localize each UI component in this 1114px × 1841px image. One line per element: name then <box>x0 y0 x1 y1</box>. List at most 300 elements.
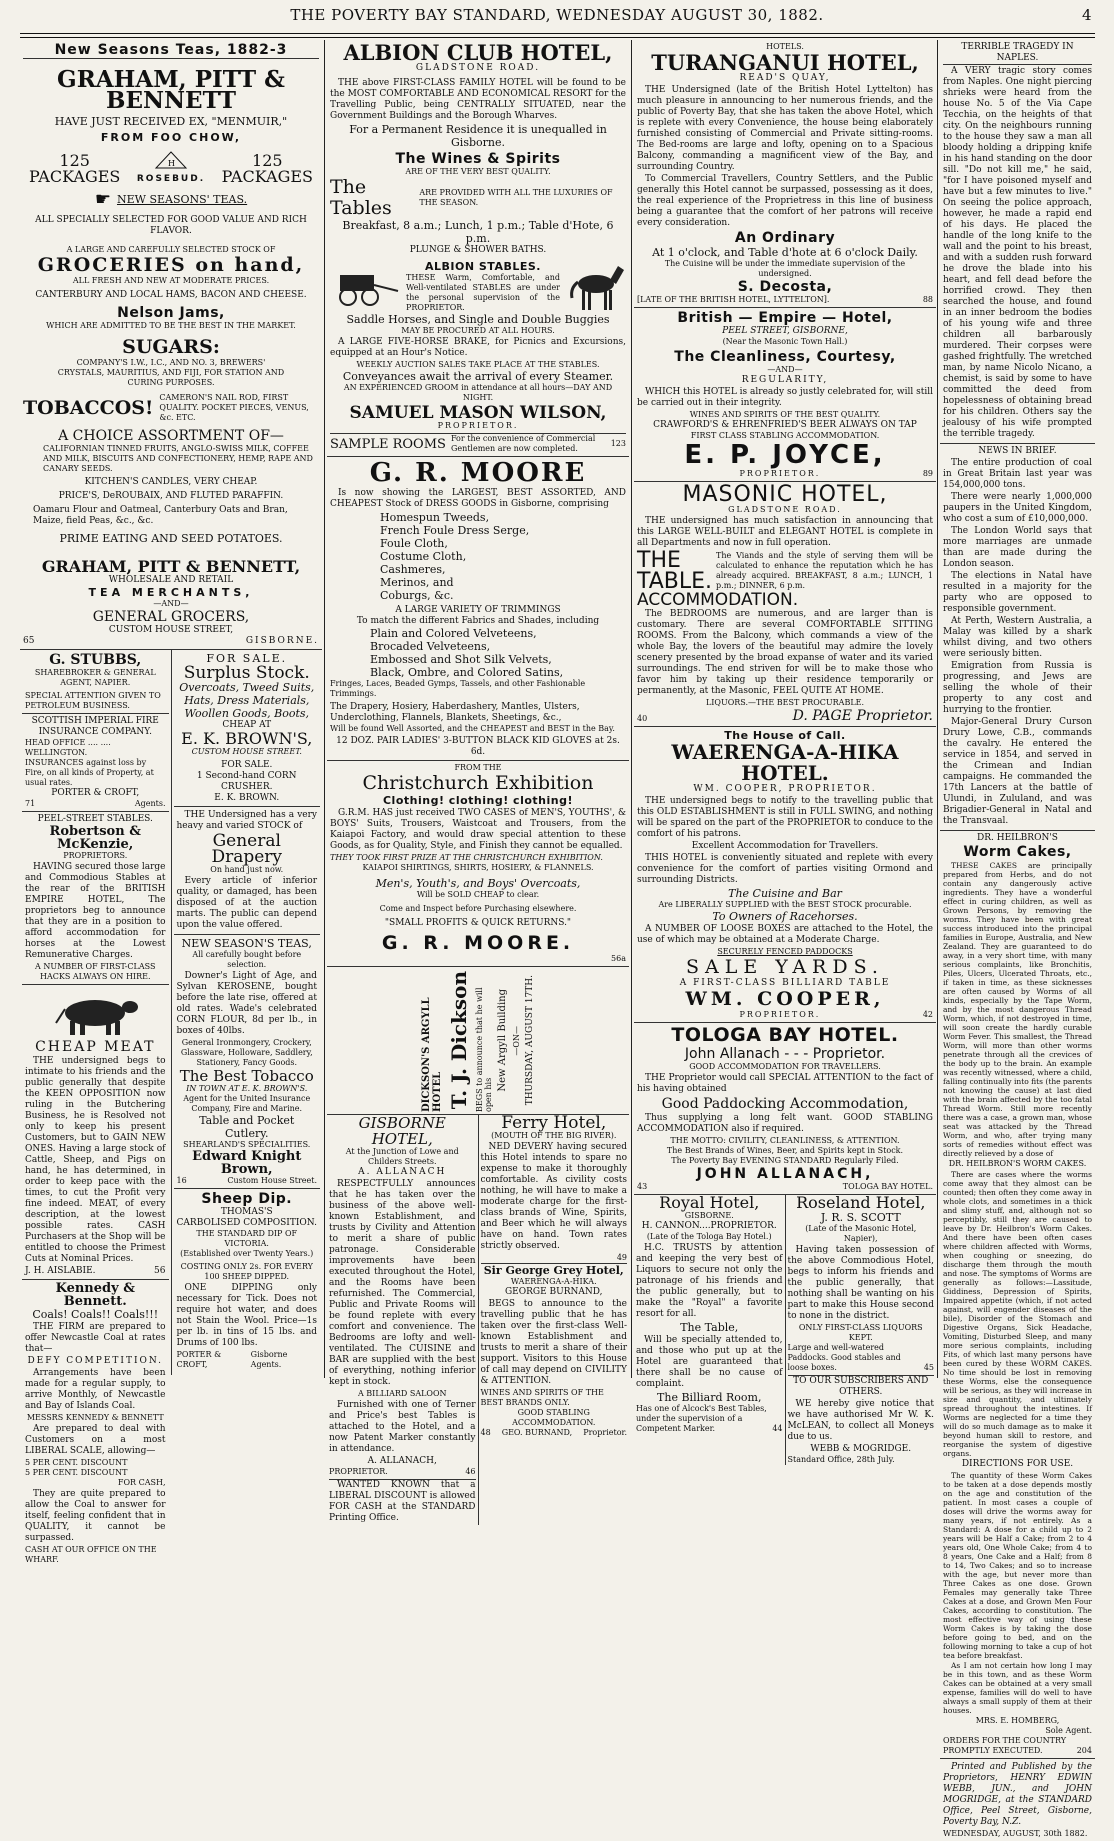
ad-number: 65 <box>23 636 35 646</box>
wharf-line: CASH AT OUR OFFICE ON THE WHARF. <box>25 1545 157 1564</box>
billiard-room: The Billiard Room, <box>657 1391 762 1404</box>
worm-text: THESE CAKES are principally prepared from Herbs, and do not contain any dangerously active ingredients. They have a wonderful effect in curing children, as well as Grown Persons, by removing the worms. They have been with great success introduced into the principal families in Europe, Australia, and New Zealand. They are guaranteed to do away, in a very short time, with many serious complaints, like Bronchitis, Piles, Ulcers, Ulcerated Throats, etc., if taken in time, as these sicknesses are often caused by Worms of all kinds, especially by the Tape Worm, and by the most dangerous Thread Worm, which, if not destroyed in time, will soon create the hardly curable Worm Fever. This smallest, the Thread Worm, will more than other worms penetrate through all the crevices of the body up to the brain. An example was recently witnessed, where a child, falling continually into fits (the parents not knowing the cause) at last died with the brain affected by the too fatal Thread Worm. Still more recently there was a case, a grown man, whose seat was attacked by the Thread Worm, and who, after trying many sorts of remedies without effect was directly relieved by a dose of <box>943 861 1092 1158</box>
argyll-building: New Argyll Building <box>497 989 508 1092</box>
hc-text: H.C. TRUSTS by attention and keeping the very best of Liquors to secure not only the patronage of his friends and the public generally, but to make the "Royal" a favorite resort for all. <box>636 1243 783 1319</box>
crawford-line: CRAWFORD'S & EHRENFRIED'S BEER ALWAYS ON TAP <box>653 420 917 430</box>
argyll-on: —ON— <box>512 1025 521 1056</box>
fresh-line: ALL FRESH AND NEW AT MODERATE PRICES. <box>72 276 270 285</box>
news-item: The elections in Natal have resulted in a majority for the party who are opposed to responsible government. <box>943 571 1092 614</box>
goods-item: Homespun Tweeds, <box>380 511 490 524</box>
defy-line: DEFY COMPETITION. <box>27 1356 164 1366</box>
hotels-label: HOTELS. <box>766 42 804 51</box>
royal-gisborne: GISBORNE. <box>684 1211 734 1220</box>
ferry-sub: (MOUTH OF THE BIG RIVER). <box>491 1131 617 1140</box>
flour-line: Oamaru Flour and Oatmeal, Canterbury Oats and Bran, Maize, field Peas, &c., &c. <box>33 505 288 526</box>
table-row <box>637 550 933 592</box>
established: (Established over Twenty Years.) <box>180 1249 314 1258</box>
wh-text: THE undersigned begs to notify to the travelling public that this OLD ESTABLISHMENT is still in FULL SWING, and nothing will be spared on the part of the PROPRIETOR to conduce to the comfort of his patrons. <box>637 796 933 839</box>
agents-label: Agents. <box>134 799 166 808</box>
worm-cakes-label: DR. HEILBRON'S WORM CAKES. <box>948 1159 1087 1168</box>
robertson: Robertson & McKenzie, <box>49 824 141 852</box>
drapery-text: Every article of inferior quality, or damaged, has been disposed of at the auction marts. The public can depend upon the value offered. <box>176 876 317 930</box>
cannon-late: (Late of the Tologa Bay Hotel.) <box>646 1232 772 1241</box>
scottish-ad <box>22 714 169 812</box>
drapery-intro: THE Undersigned has a very heavy and varied STOCK of <box>176 810 317 831</box>
british-empire-ad <box>634 308 936 482</box>
country-orders: ORDERS FOR THE COUNTRY PROMPTLY EXECUTED. <box>943 1736 1067 1755</box>
clothing-line: Clothing! clothing! clothing! <box>382 794 573 807</box>
paddocking: Good Paddocking Accommodation, <box>661 1096 909 1112</box>
wh-text-2: THIS HOTEL is conveniently situated and replete with every convenience for the comfort of parties visiting Ormond and surrounding Districts. <box>637 853 933 885</box>
custom-house-street: CUSTOM HOUSE STREET. <box>191 747 302 756</box>
standard-filed: The Poverty Bay EVENING STANDARD Regularly Filed. <box>671 1156 899 1165</box>
quality-line: They are quite prepared to allow the Coal to answer for itself, feeling confident that in QUALITY, it cannot be surpassed. <box>25 1489 166 1543</box>
grey-waerenga: WAERENGA-A-HIKA. <box>510 1277 597 1286</box>
webb-mogridge: WEBB & MOGRIDGE. <box>810 1444 912 1454</box>
argyll-begs: BEGS to announce that he will open his <box>475 987 493 1112</box>
plunge-line: PLUNGE & SHOWER BATHS. <box>409 245 547 255</box>
paddocks-line: SECURELY FENCED PADDOCKS <box>717 947 853 956</box>
ad-number: 56 <box>154 1266 166 1276</box>
wines-sub: ARE OF THE VERY BEST QUALITY. <box>405 167 551 176</box>
news-item: The London World says that more marriages are unmade than are made during the London season. <box>943 526 1092 569</box>
goods-item: Foule Cloth, <box>380 537 448 550</box>
stubbs-name: G. STUBBS, <box>49 652 142 668</box>
imprint <box>940 1759 1095 1841</box>
the-table: THE TABLE. <box>637 548 713 594</box>
stables-text: HAVING secured those large and Commodious Stables at the rear of the BRITISH EMPIRE HOTEL, The proprietors beg to announce that they are in a position to afford accommodation for horses at the Lowest Remunerative Charges. <box>25 862 166 960</box>
general-ironmongery: General Ironmongery, Crockery, Glassware, Holloware, Saddlery, Stationery, Fancy Goods. <box>180 1038 313 1067</box>
regularity: REGULARITY, <box>741 375 829 385</box>
moore-title: G. R. MOORE <box>369 458 587 488</box>
tur-text: THE Undersigned (late of the British Hotel Lyttelton) has much pleasure in announcing to her numerous friends, and the public of Poverty Bay, that she has taken the above Hotel, which is replete with every Convenience, the house being elaborately furnished consisting of Commercial and Private sitting-rooms. The Bed-rooms are large and lofty, opening on to a Spacious Balcony, commanding a magnificent view of the Bay, and surrounding Country. <box>637 85 933 172</box>
tragedy-article <box>940 40 1095 444</box>
deal-line: Are prepared to deal with Customers on a most LIBERAL SCALE, allowing— <box>25 1424 166 1456</box>
burnand-2: GEO. BURNAND, <box>501 1428 573 1437</box>
tobaccos-sub: CAMERON'S NAIL ROD, FIRST QUALITY. POCKET PIECES, VENUS, &c. ETC. <box>159 393 309 422</box>
ad-number: 16 <box>176 1176 187 1185</box>
firm-name: GRAHAM, PITT & BENNETT <box>57 66 285 114</box>
gisborne-hotel-ad <box>327 1115 478 1525</box>
cuisine-line: The Cuisine will be under the immediate supervision of the undersigned. <box>664 259 906 278</box>
paddocks-2: Large and well-watered Paddocks. Good stables and loose boxes. <box>787 1343 901 1372</box>
custom-house: CUSTOM HOUSE STREET, <box>108 625 234 635</box>
peel-title: PEEL-STREET STABLES. <box>37 814 153 824</box>
page-number: 4 <box>1081 6 1092 24</box>
stubbs-ad <box>22 650 169 714</box>
argyll-dickson: T. J. Dickson <box>447 971 471 1110</box>
proprietors-label: PROPRIETORS. <box>63 851 128 860</box>
ek-brown: E. K. BROWN. <box>214 793 280 803</box>
tables-row <box>330 177 626 219</box>
page-proprietor: D. PAGE Proprietor. <box>792 708 933 724</box>
cannon: H. CANNON....PROPRIETOR. <box>641 1221 777 1231</box>
grey-wines: WINES AND SPIRITS OF THE BEST BRANDS ONLY. <box>480 1388 604 1407</box>
stock-intro: A LARGE AND CAREFULLY SELECTED STOCK OF <box>66 245 276 254</box>
ad-number: 204 <box>1076 1746 1092 1755</box>
grey-proprietor: Proprietor. <box>583 1428 627 1437</box>
jams-sub: WHICH ARE ADMITTED TO BE THE BEST IN THE MARKET. <box>46 321 296 330</box>
office-date: Standard Office, 28th July. <box>787 1455 895 1464</box>
cheap-at: CHEAP AT <box>222 720 272 730</box>
gladstone-road: GLADSTONE ROAD. <box>415 63 541 73</box>
head-office: HEAD OFFICE .... .... WELLINGTON. <box>25 738 111 757</box>
firm-name-2: GRAHAM, PITT & BENNETT, <box>41 557 301 576</box>
argyll-date: THURSDAY, AUGUST 17TH. <box>525 975 535 1106</box>
sugars-sub: COMPANY'S I.W., I.C., AND NO. 3, BREWERS' CRYSTALS, MAURITIUS, AND FIJI, FOR STATION AND CURING PURPOSES. <box>57 358 285 387</box>
house-of-call: The House of Call. <box>724 729 846 742</box>
tables-title: The Tables <box>330 176 392 219</box>
porter-croft: PORTER & CROFT, <box>51 788 140 798</box>
col2-lower <box>327 1115 629 1525</box>
saddle-line: Saddle Horses, and Single and Double Buggies <box>346 313 610 326</box>
moore-text: Is now showing the LARGEST, BEST ASSORTED, AND CHEAPEST Stock of DRESS GOODS in Gisborne, comprising <box>330 488 626 509</box>
edward-brown: Edward Knight Brown, <box>192 1149 302 1177</box>
excellent-line: Excellent Accommodation for Travellers. <box>691 841 879 851</box>
drapery-line: The Drapery, Hosiery, Haberdashery, Mantles, Ulsters, Underclothing, Flannels, Blankets, Sheetings, &c., <box>330 702 580 723</box>
last-line: As I am not certain how long I may be in this town, and as these Worm Cakes can be obtained at a very small expense, families will do well to have always a small supply of them at their houses. <box>943 1661 1092 1715</box>
allanach: A. ALLANACH <box>358 1167 447 1177</box>
agent-united: Agent for the United Insurance Company, Fire and Marine. <box>183 1094 311 1113</box>
cooper-name: WM. COOPER, <box>685 988 885 1010</box>
brand-name: ROSEBUD. <box>136 174 206 184</box>
gloves-line: 12 DOZ. PAIR LADIES' 3-BUTTON BLACK KID GLOVES at 2s. 6d. <box>336 736 620 757</box>
grey-stabling: GOOD STABLING ACCOMMODATION. <box>512 1408 596 1427</box>
roseland-hotel: Roseland Hotel, <box>796 1193 926 1212</box>
carbolised: CARBOLISED COMPOSITION. <box>176 1218 317 1228</box>
cleanliness: The Cleanliness, Courtesy, <box>674 349 896 365</box>
cooper-line: WM. COOPER, PROPRIETOR. <box>693 784 877 794</box>
waerenga-ad <box>634 727 936 1023</box>
be-text: WHICH this HOTEL is already so justly celebrated for, will still be carried out in their integrity. <box>637 387 933 408</box>
thomas: THOMAS'S <box>220 1207 273 1217</box>
grey-text: BEGS to announce to the travelling public that he has taken over the first-class Well-known Establishment and trusts to merit a share of their support. Visitors to this House of call may depend on CIVILITY & ATTENTION. <box>480 1299 627 1386</box>
news-item: There were nearly 1,000,000 paupers in the United Kingdom, who cost a sum of £10,000,000. <box>943 492 1092 524</box>
corn-crusher: 1 Second-hand CORN CRUSHER. <box>196 771 297 792</box>
racehorses: To Owners of Racehorses. <box>712 910 858 923</box>
wines-title: The Wines & Spirits <box>395 151 561 167</box>
overcoats: Men's, Youth's, and Boys' Overcoats, <box>375 877 581 890</box>
gisborne-row <box>23 636 319 647</box>
fringes-line: Fringes, Laces, Beaded Gymps, Tassels, and other Fashionable Trimmings. <box>330 679 586 698</box>
best-tobacco: The Best Tobacco <box>179 1067 314 1085</box>
royal-hotel: Royal Hotel, <box>659 1193 760 1212</box>
brands: The Best Brands of Wines, Beer, and Spirits kept in Stock. <box>666 1146 904 1155</box>
trimmings-line: A LARGE VARIETY OF TRIMMINGS <box>395 605 561 615</box>
news-item: The entire production of coal in Great Britain last year was 154,000,000 tons. <box>943 458 1092 490</box>
assorted-line: Will be found Well Assorted, and the CHEAPEST and BEST in the Bay. <box>330 724 615 733</box>
stables-text: THESE Warm, Comfortable, and Well-ventilated STABLES are under the personal supervision of the PROPRIETOR. <box>406 273 560 312</box>
one-dipping: ONE DIPPING only necessary for Tick. Does not require hot water, and does not Stain the Wool. Price—1s per lb. in tins of 15 lbs. and Drums of 100 lbs. <box>176 1283 317 1348</box>
tragedy-title: TERRIBLE TRAGEDY IN NAPLES. <box>943 42 1092 65</box>
joyce: E. P. JOYCE, <box>684 440 886 470</box>
masthead <box>0 6 1114 24</box>
john-2: JOHN ALLANACH, <box>696 1166 874 1182</box>
ordinary: An Ordinary <box>734 230 836 246</box>
masonic-text: THE undersigned has much satisfaction in announcing that this LARGE WELL-BUILT and ELEGANT HOTEL is complete in all Departments and now in full operation. <box>637 516 933 548</box>
argyll-ad <box>327 967 629 1115</box>
potatoes-line: PRIME EATING AND SEED POTATOES. <box>59 532 283 545</box>
gh-text: RESPECTFULLY announces that he has taken over the business of the above well-known Establishment, and trusts by Civility and Attention to merit a share of public patronage. Considerable improvements have been executed throughout the Hotel, and the Rooms have been refurnished. The Commercial, Public and Private Rooms will be found replete with every comfort and convenience. The Bedrooms are lofty and well-ventilated. The CUISINE and BAR are supplied with the best of everything, nothing inferior kept in stock. <box>329 1179 476 1387</box>
decosta: S. Decosta, <box>737 279 833 295</box>
meat-text: THE undersigned begs to intimate to his friends and the public generally that despite the KEEN OPPOSITION now ruling in the Butchering Business, he is Resolved not only to keep his present Customers, but to GAIN NEW ONES. Having a large stock of Cattle, Sheep, and Pigs on hand, he has determined, in order to keep pace with the times, to cut the Profit very fine indeed. MEAT, of every description, at the lowest possible rates. CASH Purchasers at the Shop will be entitled to choose the Primest Cuts at Nominal Prices. <box>25 1056 166 1264</box>
sheraton: SHEARLAND'S SPECIALITIES. <box>183 1140 311 1149</box>
moore-title-2: G. R. MOORE. <box>381 932 575 954</box>
news-title: NEWS IN BRIEF. <box>978 446 1057 456</box>
tobaccos: TOBACCOS! <box>23 396 154 419</box>
sheep-dip: Sheep Dip. <box>201 1191 293 1207</box>
new-season-teas: NEW SEASON'S TEAS, <box>181 937 312 950</box>
ek-browns: E. K. BROWN'S, <box>181 729 313 748</box>
fabric-item: Brocaded Velveteens, <box>370 640 491 653</box>
news-article <box>940 444 1095 831</box>
goods-item: Costume Cloth, <box>380 550 467 563</box>
discount-5b: 5 PER CENT. DISCOUNT <box>25 1468 128 1477</box>
overcoats-line: Overcoats, Tweed Suits, Hats, Dress Materials, Woollen Goods, Boots, <box>179 681 315 720</box>
for-sale-2: FOR SALE. <box>221 760 273 770</box>
teas-banner: New Seasons Teas, 1882-3 <box>23 42 319 59</box>
rs-text: Having taken possession of the above Commodious Hotel, begs to inform his friends and the public generally, that nothing shall be wanting on his part to make this House second to none in the district. <box>787 1245 934 1321</box>
billiard-text: Furnished with one of Terner and Price's best Tables is attached to the Hotel, and a now Patent Marker constantly in attendance. <box>329 1400 476 1454</box>
tragedy-text: A VERY tragic story comes from Naples. One night piercing shrieks were heard from the house No. 5 of the Via Cape Tecchia, on the heights of that city. On the neighbours running to the house they saw a man all bloody holding a dripping knife in his hand standing on the door sill. "Do not kill me," he said, "for I have poisoned myself and have but a few minutes to live." On seeing the police approach, however, he made a rapid end of his days. He placed the handle of the long knife to the wall and the point to his breast, and with a sudden rush forward he drove the blade into his heart, and fell dead before the horrified crowd. They then searched the house, and found in an inner bedroom the bodies of his young wife and three children all barbarously murdered. Their corpses were gashed frightfully. The wretched man, by name Nicolo Nicano, a chemist, is said by some to have committed the deed from hopelessness of obtaining bread for his children. Others say the jealousy of his wife prompted the terrible tragedy. <box>943 66 1092 439</box>
permanent-line: For a Permanent Residence it is unequalled in Gisborne. <box>349 123 607 149</box>
general-grocers: GENERAL GROCERS, <box>92 609 250 625</box>
and-line: —AND— <box>153 599 189 608</box>
grey-hotel: Sir George Grey Hotel, <box>481 1263 628 1277</box>
subscribers: TO OUR SUBSCRIBERS AND OTHERS. <box>788 1375 935 1398</box>
insurances: INSURANCES against loss by Fire, on all kinds of Property, at usual rates. <box>25 758 154 787</box>
graham-pitt-ad <box>20 40 322 650</box>
page-row <box>637 708 933 724</box>
sold-line: Will be SOLD CHEAP to clear. <box>416 890 540 899</box>
small-profits: "SMALL PROFITS & QUICK RETURNS." <box>384 918 572 928</box>
ad-number: 49 <box>616 1253 627 1262</box>
cheap-meat: CHEAP MEAT <box>35 1039 156 1055</box>
directions: DIRECTIONS FOR USE. <box>961 1459 1074 1469</box>
joyce-proprietor: PROPRIETOR. <box>739 469 821 478</box>
paraffin-line: PRICE'S, DeROUBAIX, AND FLUTED PARAFFIN. <box>58 491 284 501</box>
good-acc: GOOD ACCOMMODATION FOR TRAVELLERS. <box>689 1062 881 1071</box>
column-4 <box>940 40 1095 1838</box>
new-season-teas-ad <box>174 935 321 1189</box>
inspect-line: Come and Inspect before Purchasing elsewhere. <box>379 904 577 913</box>
liquors-kept: ONLY FIRST-CLASS LIQUORS KEPT. <box>798 1323 923 1342</box>
on-hand: On hand just now. <box>210 865 284 874</box>
table-cutlery: Table and Pocket Cutlery. <box>199 1114 295 1140</box>
sole-agent: Sole Agent. <box>1045 1726 1092 1735</box>
standard-dip: THE STANDARD DIP OF VICTORIA. <box>196 1229 298 1248</box>
accommodation: ACCOMMODATION. <box>637 590 799 610</box>
aislabie: J. H. AISLABIE. <box>25 1266 96 1276</box>
cuisine-bar-sub: Are LIBERALLY SUPPLIED with the BEST STOCK procurable. <box>658 900 912 909</box>
ad-number: 40 <box>637 714 648 723</box>
grm-text: G.R.M. HAS just received TWO CASES of MEN'S, YOUTHS', & BOYS' Suits, Trousers, Waistcoat and Trousers, from the Kaiapoi Factory, and would draw special attention to these Goods, as for Quality, Style, and Finish they cannot be equalled. <box>330 808 626 851</box>
table-text: The Viands and the style of serving them will be calculated to enhance the reputation which he has already acquired. BREAKFAST, 8 a.m.; LUNCH, 1 p.m.; DINNER, 6 p.m. <box>716 551 933 590</box>
rs-late: (Late of the Masonic Hotel, Napier), <box>805 1224 917 1243</box>
tables-sub: ARE PROVIDED WITH ALL THE LUXURIES OF THE SEASON. <box>419 188 613 207</box>
from-the: FROM THE <box>454 763 502 772</box>
new-teas: NEW SEASONS' TEAS. <box>116 193 248 206</box>
turanganui-ad <box>634 40 936 308</box>
ad-number: 48 <box>480 1428 491 1437</box>
col1-lower-right <box>171 650 323 1375</box>
sample-sub: For the convenience of Commercial Gentlemen are now completed. <box>450 434 596 453</box>
ad-number: 45 <box>923 1363 934 1372</box>
horse-icon <box>566 262 626 312</box>
kennedy-title: Kennedy & Bennett. <box>55 1281 135 1309</box>
royal-table-text: Will be specially attended to, and those who put up at the Hotel are guaranteed that there shall be no cause of complaint. <box>636 1335 783 1389</box>
roseland-ad <box>785 1195 937 1465</box>
wanted-known: WANTED KNOWN that a LIBERAL DISCOUNT is allowed FOR CASH at the STANDARD Printing Office. <box>329 1480 476 1523</box>
turanganui-title: TURANGANUI HOTEL, <box>651 50 919 75</box>
sample-rooms-row <box>330 433 626 454</box>
goods-item: Coburgs, &c. <box>380 589 454 602</box>
hacks-line: A NUMBER OF FIRST-CLASS HACKS ALWAYS ON HIRE. <box>35 962 156 981</box>
porter-croft-2: PORTER & CROFT, <box>176 1350 222 1369</box>
ad-number: 44 <box>772 1424 783 1433</box>
goods-item: French Foule Dress Serge, <box>380 524 530 537</box>
rosebud-brand <box>137 150 205 185</box>
messrs: MESSRS KENNEDY & BENNETT <box>26 1413 164 1422</box>
directions-text: The quantity of these Worm Cakes to be taken at a dose depends mostly on the age and constitution of the patient. In most cases a couple of doses will drive the worms away for many years, if not entirely. As a Standard: A dose for a child up to 2 years will be Half a Cake; from 2 to 4 years old, One Whole Cake; from 4 to 8 years, One Cake and a Half; from 8 to 14, Two Cakes; and so to increase with the age, but never more than Three Cakes as one dose. Grown Females may generally take Three Cakes at a dose, and Grown Men Four Cakes, according to constitution. The most effective way of using these Worm Cakes is by taking the dose before going to bed, and on the following morning to take a cup of hot tea before breakfast. <box>943 1471 1092 1660</box>
gisborne-hotel: GISBORNE HOTEL, <box>358 1114 446 1148</box>
goods-item: Cashmeres, <box>380 563 446 576</box>
sugars: SUGARS: <box>122 336 220 358</box>
packages-left: 125 PACKAGES <box>29 151 121 186</box>
arrangements: Arrangements have been made for a regular supply, to arrive Monthly, of Newcastle and Bay of Islands Coal. <box>25 1368 166 1411</box>
coals-line: Coals! Coals!! Coals!!! <box>32 1308 159 1321</box>
tur-text-2: To Commercial Travellers, Country Settlers, and the Public generally this Hotel cannot be surpassed, possessing as it does, the real experience of the Proprietress in this line of business being a guarantee that the comfort of her patrons will receive every consideration. <box>637 174 933 228</box>
costing: COSTING ONLY 2s. FOR EVERY 100 SHEEP DIPPED. <box>180 1262 313 1281</box>
kaiapoi-line: KAIAPOI SHIRTINGS, SHIRTS, HOSIERY, & FLANNELS. <box>362 863 594 872</box>
kennedy-ad <box>22 1280 169 1567</box>
british-title: British — Empire — Hotel, <box>677 310 893 326</box>
for-cash: FOR CASH, <box>117 1478 166 1487</box>
waerenga-hotel: WAERENGA-A-HIKA HOTEL. <box>671 740 899 785</box>
ad-number: 56a <box>611 954 626 963</box>
tobaccos-row <box>23 393 319 423</box>
discount-5: 5 PER CENT. DISCOUNT <box>25 1458 128 1467</box>
drapery-ad <box>174 807 321 935</box>
goods-list <box>330 511 626 602</box>
tologa-sub: TOLOGA BAY HOTEL. <box>842 1182 933 1191</box>
peel-street: PEEL STREET, GISBORNE, <box>722 326 848 336</box>
column-1 <box>20 40 322 1564</box>
procured-line: MAY BE PROCURED AT ALL HOURS. <box>401 326 555 335</box>
moore-ad <box>327 457 629 761</box>
packages-row <box>23 150 319 185</box>
ad-number: 88 <box>922 295 933 304</box>
goods-item: Merinos, and <box>380 576 454 589</box>
albion-ad <box>327 40 629 457</box>
argyll-hotel: DICKSON'S ARGYLL HOTEL <box>421 997 443 1112</box>
acc-row <box>637 592 933 608</box>
worm-text-2: There are cases where the worms come away that they almost can be counted; then often they come away in whole clots, and sometimes in a thick and slimy stuff, and, although not so perceptibly, still they are caused to leave by Dr. Heilbron's Worm Cakes. And there have been often cases where children affected with Worms, when coughing or sneezing, do discharge them through the mouth and nose. The symptoms of Worms are generally as follows:—Lassitude, Giddiness, Depression of Spirits, Impaired appetite (which, if not acted against, will engender diseases of the bile), Disorder of the Stomach and Digestive Organs, Sick Headache, Vomiting, Disturbed Sleep, and many more serious complaints, including Fits, of which last many persons have been cured by these WORM CAKES. No time should be lost in removing these Worms, else the consequence will be serious, as they will increase in size and quantity, and ultimately spread throughout the intestines. If Worms are neglected for a time they will do so much damage as to make it beyond human skill to restore, and reorganise the system of digestive organs. <box>943 1170 1092 1458</box>
prize-line: THEY TOOK FIRST PRIZE AT THE CHRISTCHURCH EXHIBITION. <box>330 853 603 862</box>
stables-row <box>330 260 626 313</box>
fabric-item: Plain and Colored Velveteens, <box>370 627 537 640</box>
junction: At the Junction of Lowe and Childers Streets. <box>345 1147 459 1166</box>
news-item: Major-General Drury Curson Drury Lowe, C.B., commands the cavalry. He entered the service in 1854, and served in the Crimean and Indian campaigns. He commanded the 17th Lancers at the battle of Ulundi, in Zululand, and was Brigadier-General in Natal and the Transvaal. <box>943 717 1092 826</box>
ad-number: 123 <box>610 439 626 448</box>
royal-ad <box>634 1195 785 1465</box>
auction-line: WEEKLY AUCTION SALES TAKE PLACE AT THE STABLES. <box>356 360 600 369</box>
for-sale-title: FOR SALE. <box>206 652 288 665</box>
wilson-name: SAMUEL MASON WILSON, <box>349 403 607 423</box>
near-line: (Near the Masonic Town Hall.) <box>722 337 848 346</box>
masonic-title: MASONIC HOTEL, <box>682 482 888 507</box>
masonic-ad <box>634 482 936 727</box>
ad-number: 89 <box>922 469 933 478</box>
groom-line: AN EXPERIENCED GROOM in attendance at all hours—DAY AND NIGHT. <box>343 383 613 402</box>
col3-lower <box>634 1195 936 1465</box>
surplus-stock: Surplus Stock. <box>183 663 310 683</box>
column-3 <box>634 40 936 1464</box>
first-stabling: FIRST CLASS STABLING ACCOMMODATION. <box>690 431 880 440</box>
supplying: Thus supplying a long felt want. GOOD STABLING ACCOMMODATION also if required. <box>637 1113 933 1134</box>
scottish-title: SCOTTISH IMPERIAL FIRE INSURANCE COMPANY. <box>31 716 159 737</box>
and-line: —AND— <box>767 365 803 374</box>
tea-merchants: TEA MERCHANTS, <box>88 586 254 599</box>
cow-icon <box>25 989 166 1037</box>
coal-text: THE FIRM are prepared to offer Newcastle Coal at rates that— <box>25 1322 166 1354</box>
tb-text: THE Proprietor would call SPECIAL ATTENTION to the fact of his having obtained <box>637 1073 933 1094</box>
ferry-text: NED DEVERY having secured this Hotel intends to spare no expense to make it thoroughly comfortable. As civility costs nothing, he will have to make a moderate charge for the first-class brands of Wine, Spirits, and Beer which he will always have on hand. Town rates strictly observed. <box>480 1142 627 1251</box>
jams: Nelson Jams, <box>117 305 225 321</box>
gisborne-agents: Gisborne Agents. <box>250 1350 288 1369</box>
heilbron: DR. HEILBRON'S <box>977 833 1058 843</box>
wholesale-line: WHOLESALE AND RETAIL <box>108 575 234 585</box>
albion-stables: ALBION STABLES. <box>425 260 541 273</box>
received-line: HAVE JUST RECEIVED EX, "MENMUIR," <box>54 115 288 128</box>
sale-yards: SALE YARDS. <box>686 956 884 978</box>
groceries: GROCERIES on hand, <box>37 254 305 276</box>
billiard-saloon: A BILLIARD SALOON <box>357 1389 447 1398</box>
peel-stables-ad <box>22 812 169 985</box>
choice-line: A CHOICE ASSORTMENT OF— <box>58 428 284 444</box>
for-sale-ad <box>174 650 321 807</box>
ferry-hotel: Ferry Hotel, <box>501 1113 607 1133</box>
stubbs-sub: SHAREBROKER & GENERAL AGENT, NAPIER. <box>34 668 156 687</box>
brake-line: A LARGE FIVE-HORSE BRAKE, for Picnics and Excursions, equipped at an Hour's Notice. <box>330 337 626 358</box>
worm-cakes: Worm Cakes, <box>963 844 1072 860</box>
john-proprietor: John Allanach - - - Proprietor. <box>684 1046 886 1062</box>
news-item: Emigration from Russia is progressing, and Jews are selling the whole of their property to any cost and hurrying to the frontier. <box>943 661 1092 715</box>
meals-line: Breakfast, 8 a.m.; Lunch, 1 p.m.; Table d'Hote, 6 p.m. <box>342 219 614 245</box>
masonic-sub: GLADSTONE ROAD. <box>728 505 842 514</box>
news-item: At Perth, Western Australia, a Malay was killed by a shark whilst diving, and two others were seriously bitten. <box>943 616 1092 659</box>
exhibition-ad <box>327 761 629 967</box>
bacon-line: CANTERBURY AND LOCAL HAMS, BACON AND CHEESE. <box>35 290 307 300</box>
kitchen-line: KITCHEN'S CANDLES, VERY CHEAP. <box>84 477 258 487</box>
fabric-item: Embossed and Shot Silk Velvets, <box>370 653 552 666</box>
selected-line: ALL SPECIALLY SELECTED FOR GOOD VALUE AND RICH FLAVOR. <box>35 215 307 236</box>
carefully-bought: All carefully bought before selection. <box>192 950 302 969</box>
packages-right: 125 PACKAGES <box>221 151 313 186</box>
kerosene-text: Downer's Light of Age, and Sylvan KEROSENE, bought before the late rise, offered at old rates. Wade's celebrated CORN FLOUR, 8d per lb., in boxes of 40lbs. <box>176 971 317 1036</box>
ad-number: 42 <box>922 1010 933 1019</box>
match-line: To match the different Fabrics and Shades, including <box>356 616 600 626</box>
tologa-ad <box>634 1023 936 1195</box>
ferry-grey-ads <box>478 1115 630 1525</box>
in-town: IN TOWN AT E. K. BROWN'S. <box>186 1084 308 1093</box>
ad-number: 46 <box>465 1467 476 1476</box>
stubbs-note: SPECIAL ATTENTION GIVEN TO PETROLEUM BUSINESS. <box>25 691 161 710</box>
gisborne-label: GISBORNE. <box>245 636 319 646</box>
carriage-icon <box>330 265 400 309</box>
reads-quay: READ'S QUAY, <box>739 73 831 83</box>
cooper-proprietor: PROPRIETOR. <box>739 1010 821 1019</box>
